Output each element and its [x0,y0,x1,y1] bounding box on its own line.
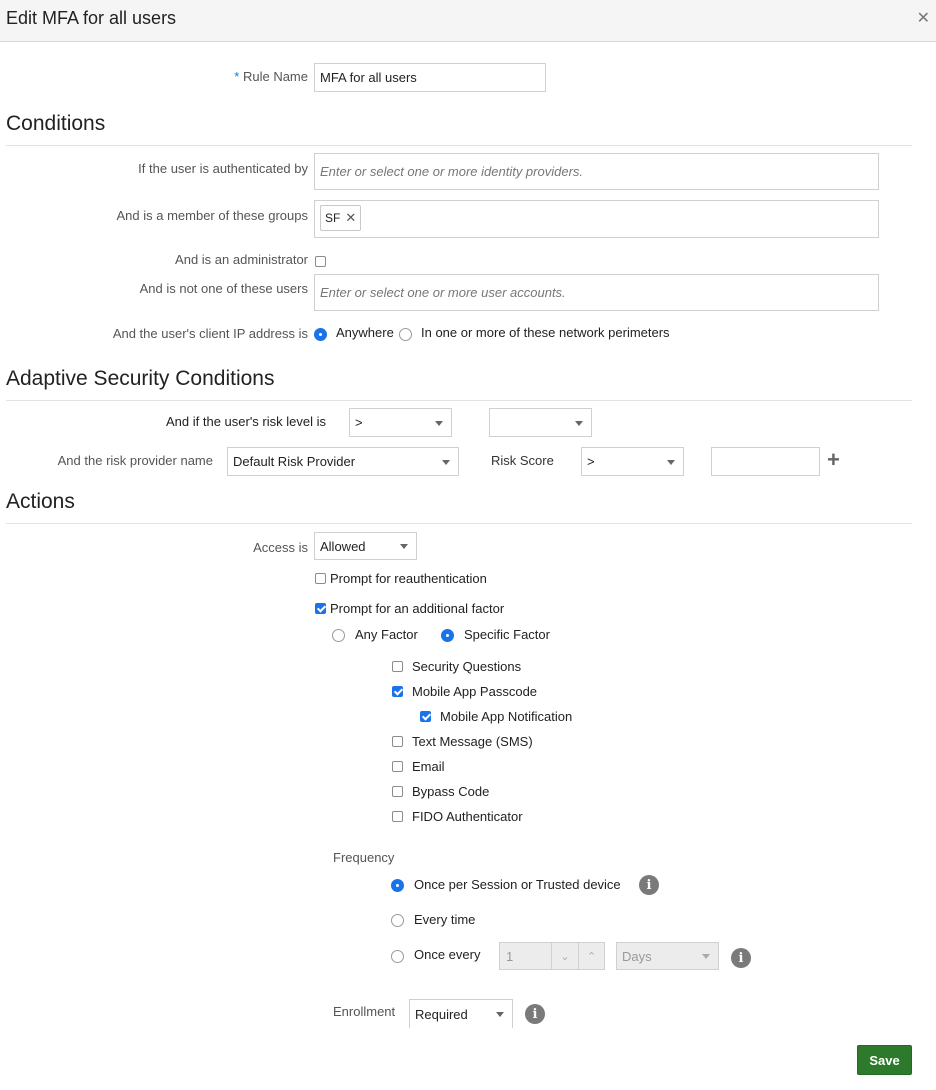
risk-provider-value: Default Risk Provider [233,454,356,469]
factor-label-security-questions: Security Questions [412,659,522,674]
access-value: Allowed [320,538,366,554]
specific-factor-label: Specific Factor [464,627,550,642]
divider [6,400,912,401]
group-tag-label: SF [325,211,341,225]
risk-value-select[interactable] [489,408,592,437]
chevron-down-icon [496,1012,504,1017]
access-select[interactable] [314,532,417,560]
risk-operator-select[interactable] [349,408,452,437]
factor-label-mobile-notification: Mobile App Notification [440,709,573,724]
info-icon[interactable]: i [639,875,659,895]
any-factor-radio[interactable] [332,629,345,642]
ip-label: And the user's client IP address is [112,326,308,341]
chevron-down-icon [702,954,710,959]
conditions-title: Conditions [6,112,106,135]
not-users-label: And is not one of these users [139,281,308,296]
risk-operator-value: > [355,415,363,430]
frequency-once-every-radio[interactable] [391,950,404,963]
factor-checkbox-bypass-code[interactable] [392,786,403,797]
ip-perimeters-label: In one or more of these network perimeters [421,325,670,340]
groups-input[interactable] [314,200,879,238]
risk-score-label: Risk Score [491,453,554,468]
factor-checkbox-mobile-notification[interactable] [420,711,431,722]
adaptive-title: Adaptive Security Conditions [6,367,275,390]
remove-tag-icon[interactable]: ✕ [345,210,357,225]
provider-label: And the risk provider name [57,453,213,468]
factor-label-fido: FIDO Authenticator [412,809,523,824]
info-icon[interactable]: i [731,948,751,968]
reauth-label: Prompt for reauthentication [330,571,487,586]
frequency-session-radio[interactable] [391,879,404,892]
factor-checkbox-security-questions[interactable] [392,661,403,672]
once-every-unit-value: Days [622,948,652,964]
once-every-stepper[interactable] [499,942,605,970]
excluded-users-placeholder: Enter or select one or more user accounts. [320,285,566,300]
chevron-down-icon [575,421,583,426]
divider [6,145,912,146]
once-every-value: 1 [500,943,552,969]
plus-icon[interactable]: + [827,447,840,472]
dialog-title: Edit MFA for all users [6,8,177,28]
factor-checkbox-sms[interactable] [392,736,403,747]
close-icon[interactable]: ✕ [916,10,930,27]
chevron-down-icon [442,460,450,465]
additional-factor-checkbox[interactable] [315,603,326,614]
frequency-label: Frequency [333,850,395,865]
admin-checkbox[interactable] [315,256,326,267]
chevron-down-icon [400,544,408,549]
chevron-down-icon [667,460,675,465]
enrollment-value: Required [415,1006,468,1022]
score-operator-value: > [587,454,595,469]
factor-checkbox-email[interactable] [392,761,403,772]
reauth-checkbox[interactable] [315,573,326,584]
identity-providers-input[interactable] [314,153,879,190]
factor-label-mobile-passcode: Mobile App Passcode [412,684,538,699]
factor-checkbox-mobile-passcode[interactable] [392,686,403,697]
frequency-session-label: Once per Session or Trusted device [414,877,621,892]
group-tag [320,205,361,231]
ip-perimeters-radio[interactable] [399,328,412,341]
chevron-down-icon[interactable]: ⌄ [560,950,570,963]
any-factor-label: Any Factor [355,627,418,642]
ip-anywhere-radio[interactable] [314,328,327,341]
risk-level-label: And if the user's risk level is [166,414,326,429]
rule-name-value: MFA for all users [320,70,417,85]
enrollment-select[interactable] [409,999,513,1028]
chevron-up-icon[interactable]: ⌃ [578,943,604,969]
groups-label: And is a member of these groups [116,208,308,223]
save-button[interactable]: Save [857,1045,912,1075]
once-every-unit-select[interactable] [616,942,719,970]
factor-checkbox-fido[interactable] [392,811,403,822]
excluded-users-input[interactable] [314,274,879,311]
rule-name-text: Rule Name [242,69,308,84]
score-operator-select[interactable] [581,447,684,476]
specific-factor-radio[interactable] [441,629,454,642]
auth-label: If the user is authenticated by [138,161,308,176]
rule-name-label [234,69,308,84]
required-marker: * [234,69,240,84]
dialog-header [0,0,936,42]
risk-provider-select[interactable] [227,447,459,476]
risk-score-input[interactable] [711,447,820,476]
frequency-once-every-label: Once every [414,947,481,962]
access-label: Access is [253,540,308,555]
factor-label-sms: Text Message (SMS) [412,734,533,749]
enrollment-label: Enrollment [333,1004,396,1019]
actions-title: Actions [6,490,75,513]
rule-name-input[interactable] [314,63,546,92]
frequency-every-time-label: Every time [414,912,476,927]
ip-anywhere-label: Anywhere [336,325,394,340]
frequency-every-time-radio[interactable] [391,914,404,927]
additional-factor-label: Prompt for an additional factor [330,601,505,616]
info-icon[interactable]: i [525,1004,545,1024]
factor-label-bypass-code: Bypass Code [412,784,490,799]
admin-label: And is an administrator [175,252,308,267]
chevron-down-icon [435,421,443,426]
factor-label-email: Email [412,759,445,774]
identity-providers-placeholder: Enter or select one or more identity providers. [320,164,584,179]
divider [6,523,912,524]
